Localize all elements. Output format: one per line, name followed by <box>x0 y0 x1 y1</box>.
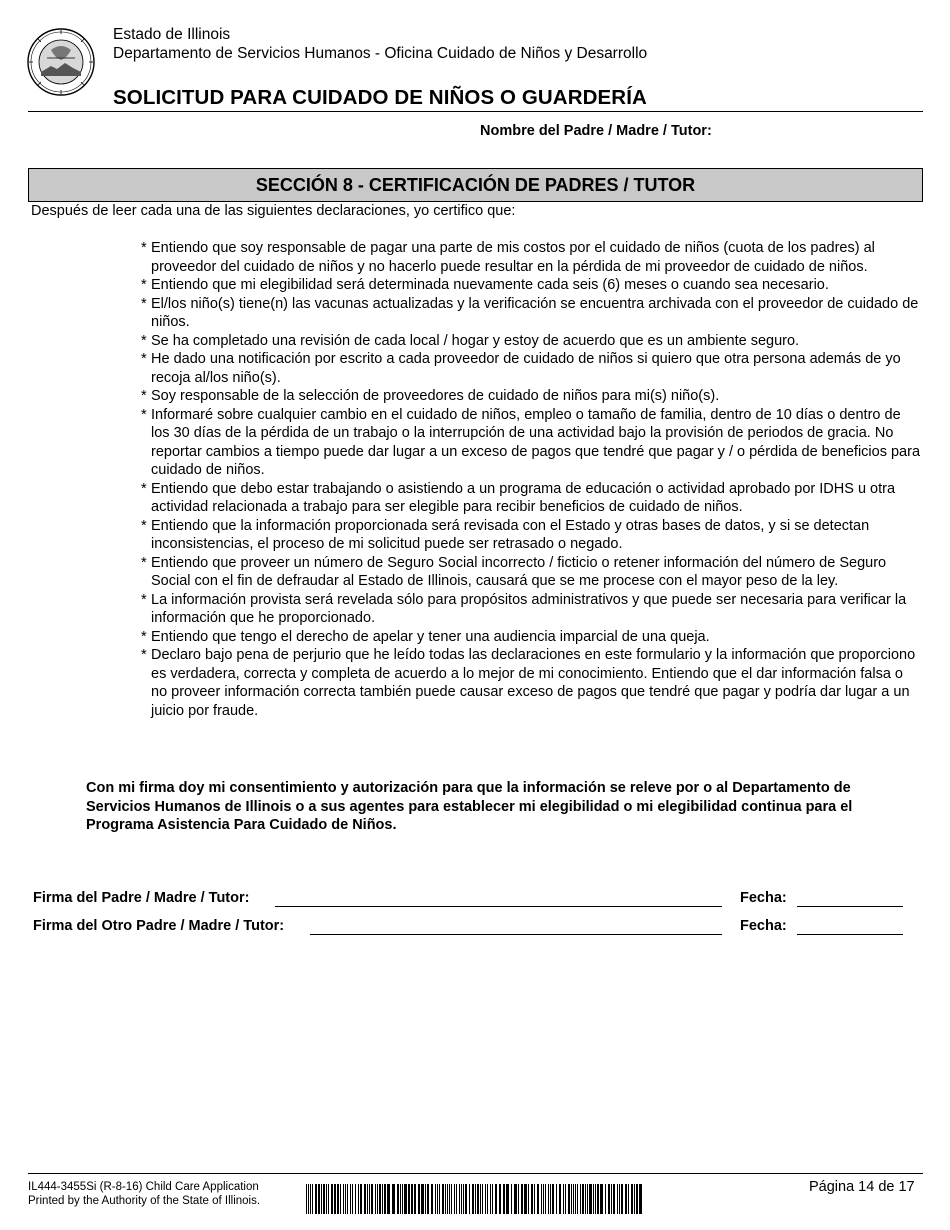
statement-item <box>141 628 923 647</box>
department-name: Departamento de Servicios Humanos - Oficina Cuidado de Niños y Desarrollo <box>113 44 648 62</box>
statement-text: Entiendo que tengo el derecho de apelar y tener una audiencia imparcial de una queja. <box>151 628 710 645</box>
bullet-marker: * <box>141 351 147 367</box>
statement-text: Declaro bajo pena de perjurio que he leído todas las declaraciones en este formulario y la información que proporciono es verdadera, correcta y completa de acuerdo a lo mejor de mi conocimiento. Entiendo que el dar información falsa o no proveer información correcta también puede causar exceso de pagos que tendré que pagar y podría dar lugar a un juicio por fraude. <box>151 647 916 719</box>
other-parent-signature-field[interactable] <box>310 934 722 935</box>
other-parent-date-field[interactable] <box>797 934 903 935</box>
statement-item <box>141 517 923 554</box>
bullet-marker: * <box>141 647 147 663</box>
statement-text: Entiendo que mi elegibilidad será determinada nuevamente cada seis (6) meses o cuando sea necesario. <box>151 277 829 293</box>
certification-intro: Después de leer cada una de las siguientes declaraciones, yo certifico que: <box>31 203 516 219</box>
statement-text: El/los niño(s) tiene(n) las vacunas actualizadas y la verificación se encuentra archivada con el proveedor de cuidado de niños. <box>151 295 919 330</box>
state-seal-logo <box>27 28 95 96</box>
statement-item <box>141 554 923 591</box>
statement-text: He dado una notificación por escrito a cada proveedor de cuidado de niños si quiero que otra persona además de yo recoja al/los niño(s). <box>151 351 901 386</box>
state-name: Estado de Illinois <box>113 26 231 43</box>
section-8-header: SECCIÓN 8 - CERTIFICACIÓN DE PADRES / TUTOR <box>28 168 923 202</box>
printed-by: Printed by the Authority of the State of Illinois. <box>28 1195 261 1207</box>
statement-item <box>141 332 923 351</box>
other-parent-signature-label: Firma del Otro Padre / Madre / Tutor: <box>33 918 285 934</box>
statement-text: Entiendo que soy responsable de pagar una parte de mis costos por el cuidado de niños (cuota de los padres) al proveedor del cuidado de niños y no hacerlo puede resultar en la pérdida de mi proveedor de cuidado de niños. <box>151 240 875 275</box>
bullet-marker: * <box>141 388 147 404</box>
statement-text: Soy responsable de la selección de proveedores de cuidado de niños para mi(s) niño(s). <box>151 388 720 404</box>
statement-item <box>141 646 923 720</box>
statement-item <box>141 239 923 276</box>
other-parent-signature-row <box>33 918 905 940</box>
statement-text: Informaré sobre cualquier cambio en el cuidado de niños, empleo o tamaño de familia, dentro de 10 días o dentro de los 30 días de la pérdida de un trabajo o la interrupción de una actividad bajo la provisión de periodos de gracia. No reportar cambios a tiempo puede dar lugar a un exceso de pagos que tendré que pagar y / o pérdida de beneficios para cuidado de niños. <box>151 406 921 478</box>
bullet-marker: * <box>141 295 147 312</box>
parent-signature-field[interactable] <box>275 906 722 907</box>
statement-text: Entiendo que la información proporcionada será revisada con el Estado y otras bases de datos, y si se detectan inconsistencias, el proceso de mi solicitud puede ser retrasado o negado. <box>151 517 870 552</box>
statement-item <box>141 387 923 406</box>
parent-date-field[interactable] <box>797 906 903 907</box>
bullet-marker: * <box>141 406 147 423</box>
title-divider <box>28 111 923 112</box>
barcode-image <box>306 1184 644 1214</box>
agency-block <box>113 26 647 63</box>
bullet-marker: * <box>141 332 147 349</box>
statement-text: Se ha completado una revisión de cada local / hogar y estoy de acuerdo que es un ambiente seguro. <box>151 332 800 349</box>
statement-item <box>141 591 923 628</box>
statement-item <box>141 406 923 480</box>
form-id: IL444-3455Si (R-8-16) Child Care Application <box>28 1181 259 1193</box>
statement-text: Entiendo que proveer un número de Seguro Social incorrecto / ficticio o retener información del número de Seguro Social con el fin de defraudar al Estado de Illinois, causará que se me procese con el mayor peso de la ley. <box>151 554 887 589</box>
statement-item <box>141 480 923 517</box>
other-parent-date-label: Fecha: <box>740 918 787 934</box>
statement-item <box>141 295 923 332</box>
footer-form-info <box>28 1180 260 1208</box>
statement-text: La información provista será revelada sólo para propósitos administrativos y que puede ser necesaria para verificar la información que he proporcionado. <box>151 591 907 626</box>
bullet-marker: * <box>141 277 147 293</box>
statement-text: Entiendo que debo estar trabajando o asistiendo a un programa de educación o actividad aprobado por IDHS u otra actividad relacionada a trabajo para ser elegible para recibir beneficios de cuidado de niños. <box>151 480 896 515</box>
statement-item <box>141 276 923 295</box>
form-title: SOLICITUD PARA CUIDADO DE NIÑOS O GUARDERÍA <box>113 86 647 109</box>
bullet-marker: * <box>141 517 147 534</box>
bullet-marker: * <box>141 480 147 497</box>
page-number: Página 14 de 17 <box>809 1179 915 1195</box>
bullet-marker: * <box>141 628 147 645</box>
bullet-marker: * <box>141 554 147 571</box>
parent-signature-row <box>33 890 905 912</box>
certification-statements <box>141 239 923 720</box>
bullet-marker: * <box>141 591 147 608</box>
bullet-marker: * <box>141 240 147 256</box>
parent-name-label: Nombre del Padre / Madre / Tutor: <box>480 123 712 139</box>
footer-divider <box>28 1173 923 1174</box>
parent-date-label: Fecha: <box>740 890 787 906</box>
consent-statement: Con mi firma doy mi consentimiento y autorización para que la información se releve por o al Departamento de Servicios Humanos de Illinois o a sus agentes para establecer mi elegibilidad o mi elegibilidad continua para el Programa Asistencia Para Cuidado de Niños. <box>86 780 853 833</box>
statement-item <box>141 350 923 387</box>
parent-signature-label: Firma del Padre / Madre / Tutor: <box>33 890 250 906</box>
